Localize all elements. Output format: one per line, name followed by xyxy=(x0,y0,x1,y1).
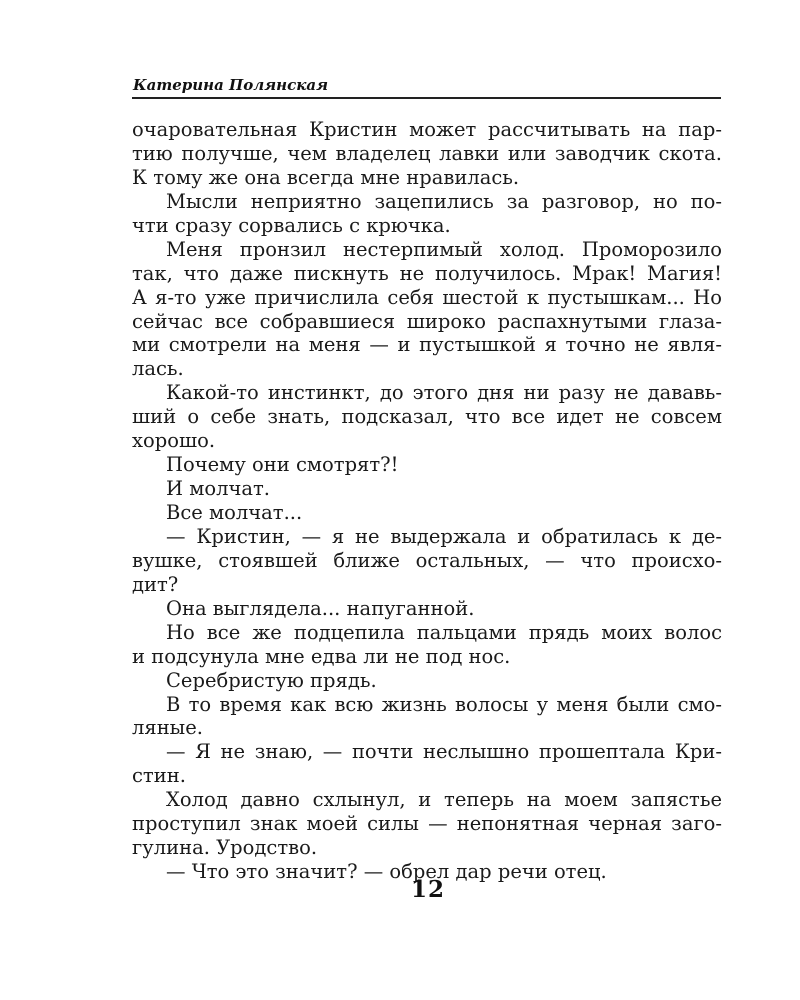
text-line: сейчас все собравшиеся широко распахнутыми глаза- xyxy=(132,309,722,333)
text-line: Она выглядела... напуганной. xyxy=(166,596,475,620)
text-line: Почему они смотрят?! xyxy=(166,453,399,477)
text-line: Какой-то инстинкт, до этого дня ни разу не дававь- xyxy=(166,381,722,405)
header-rule xyxy=(132,97,721,99)
text-line: вушке, стоявшей ближе остальных, — что происхо- xyxy=(132,548,722,572)
text-line: лась. xyxy=(132,357,184,381)
text-line: Серебристую прядь. xyxy=(166,668,377,692)
text-line: ляные. xyxy=(132,716,203,740)
text-line: Меня пронзил нестерпимый холод. Проморозило xyxy=(166,237,722,261)
body-text xyxy=(132,118,722,884)
text-line: Все молчат... xyxy=(166,501,303,524)
text-line: А я-то уже причислила себя шестой к пустышкам... Но xyxy=(132,285,722,309)
text-line: Но все же подцепила пальцами прядь моих волос xyxy=(166,620,722,644)
running-head-author: Катерина Полянская xyxy=(133,76,329,94)
text-line: В то время как всю жизнь волосы у меня были смо- xyxy=(166,692,722,716)
text-line: так, что даже пискнуть не получилось. Мрак! Магия! xyxy=(132,261,722,285)
text-line: К тому же она всегда мне нравилась. xyxy=(132,165,520,189)
text-line: И молчат. xyxy=(166,477,271,501)
text-line: дит? xyxy=(132,572,179,596)
text-line: — Что это значит? — обрел дар речи отец. xyxy=(166,860,607,884)
text-line: Мысли неприятно зацепились за разговор, но по- xyxy=(166,189,722,213)
text-line: — Я не знаю, — почти неслышно прошептала Кри- xyxy=(166,740,722,764)
text-line: чти сразу сорвались с крючка. xyxy=(132,213,451,237)
text-line: гулина. Уродство. xyxy=(132,836,318,860)
text-line: хорошо. xyxy=(132,429,216,453)
text-line: ми смотрели на меня — и пустышкой я точно не явля- xyxy=(132,333,722,357)
text-line: очаровательная Кристин может рассчитывать на пар- xyxy=(132,118,722,141)
text-line: тию получше, чем владелец лавки или заводчик скота. xyxy=(132,141,722,165)
text-line: и подсунула мне едва ли не под нос. xyxy=(132,644,511,668)
page-number: 12 xyxy=(410,876,445,903)
text-line: ший о себе знать, подсказал, что все идет не совсем xyxy=(132,405,722,429)
text-line: стин. xyxy=(132,764,186,788)
text-line: проступил знак моей силы — непонятная черная заго- xyxy=(132,812,722,836)
text-line: Холод давно схлынул, и теперь на моем запястье xyxy=(166,788,722,812)
text-line: — Кристин, — я не выдержала и обратилась к де- xyxy=(166,524,722,548)
